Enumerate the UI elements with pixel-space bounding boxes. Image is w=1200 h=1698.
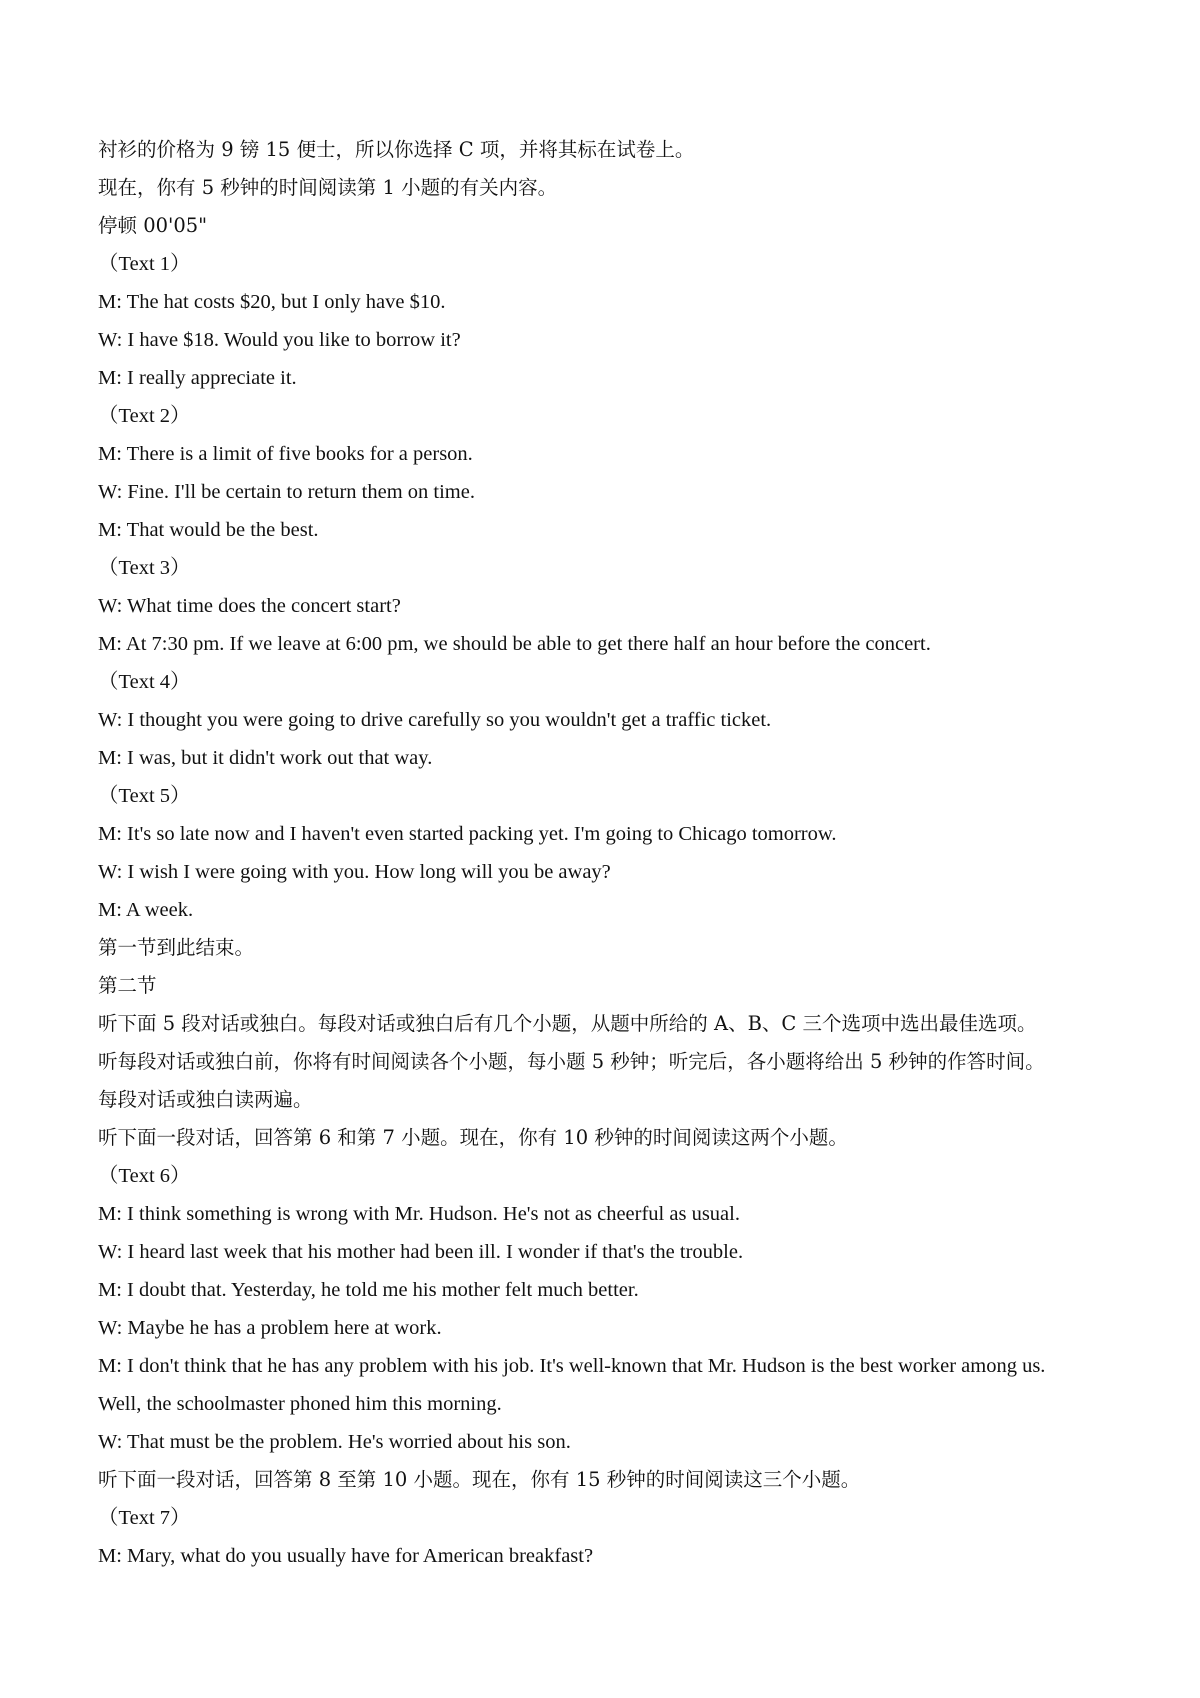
dialogue-line: M: It's so late now and I haven't even started packing yet. I'm going to Chicago tomorrow. [98, 823, 837, 845]
dialogue-line: M: I think something is wrong with Mr. Hudson. He's not as cheerful as usual. [98, 1203, 740, 1225]
instruction-line: 每段对话或独白读两遍。 [98, 1088, 313, 1111]
dialogue-line: W: What time does the concert start? [98, 595, 401, 617]
dialogue-line: M: I doubt that. Yesterday, he told me his mother felt much better. [98, 1279, 639, 1301]
instruction-line: 听下面一段对话，回答第 8 至第 10 小题。现在，你有 15 秒钟的时间阅读这三个小题。 [98, 1468, 861, 1491]
section-label: （Text 2） [98, 405, 191, 427]
dialogue-line: M: A week. [98, 899, 194, 921]
dialogue-line: M: The hat costs $20, but I only have $10. [98, 291, 446, 313]
dialogue-line: W: I wish I were going with you. How long will you be away? [98, 861, 611, 883]
dialogue-line: W: I heard last week that his mother had been ill. I wonder if that's the trouble. [98, 1241, 744, 1263]
section-label: （Text 1） [98, 253, 191, 275]
instruction-line: 衬衫的价格为 9 镑 15 便士，所以你选择 C 项，并将其标在试卷上。 [98, 138, 695, 161]
instruction-line: 听下面 5 段对话或独白。每段对话或独白后有几个小题，从题中所给的 A、B、C 三个选项中选出最佳选项。 [98, 1012, 1037, 1035]
dialogue-line: Well, the schoolmaster phoned him this morning. [98, 1393, 502, 1415]
instruction-line: 听下面一段对话，回答第 6 和第 7 小题。现在，你有 10 秒钟的时间阅读这两个小题。 [98, 1126, 848, 1149]
document-body [98, 131, 1158, 1575]
section-label: （Text 5） [98, 785, 191, 807]
dialogue-line: M: Mary, what do you usually have for American breakfast? [98, 1545, 594, 1567]
instruction-line: 听每段对话或独白前，你将有时间阅读各个小题，每小题 5 秒钟；听完后，各小题将给出 5 秒钟的作答时间。 [98, 1050, 1045, 1073]
section-label: （Text 4） [98, 671, 191, 693]
instruction-line: 第二节 [98, 974, 157, 997]
dialogue-line: M: That would be the best. [98, 519, 319, 541]
dialogue-line: M: There is a limit of five books for a person. [98, 443, 473, 465]
dialogue-line: W: I have $18. Would you like to borrow it? [98, 329, 461, 351]
section-label: （Text 7） [98, 1507, 191, 1529]
dialogue-line: M: I don't think that he has any problem with his job. It's well-known that Mr. Hudson is the best worker among us. [98, 1355, 1046, 1377]
instruction-line: 第一节到此结束。 [98, 936, 255, 959]
dialogue-line: W: Maybe he has a problem here at work. [98, 1317, 442, 1339]
instruction-line: 现在，你有 5 秒钟的时间阅读第 1 小题的有关内容。 [98, 176, 558, 199]
section-label: （Text 3） [98, 557, 191, 579]
dialogue-line: W: That must be the problem. He's worried about his son. [98, 1431, 571, 1453]
dialogue-line: M: At 7:30 pm. If we leave at 6:00 pm, we should be able to get there half an hour before the concert. [98, 633, 931, 655]
dialogue-line: W: Fine. I'll be certain to return them on time. [98, 481, 475, 503]
dialogue-line: M: I was, but it didn't work out that way. [98, 747, 433, 769]
dialogue-line: W: I thought you were going to drive carefully so you wouldn't get a traffic ticket. [98, 709, 772, 731]
instruction-line: 停顿 00'05" [98, 214, 208, 237]
dialogue-line: M: I really appreciate it. [98, 367, 297, 389]
section-label: （Text 6） [98, 1165, 191, 1187]
